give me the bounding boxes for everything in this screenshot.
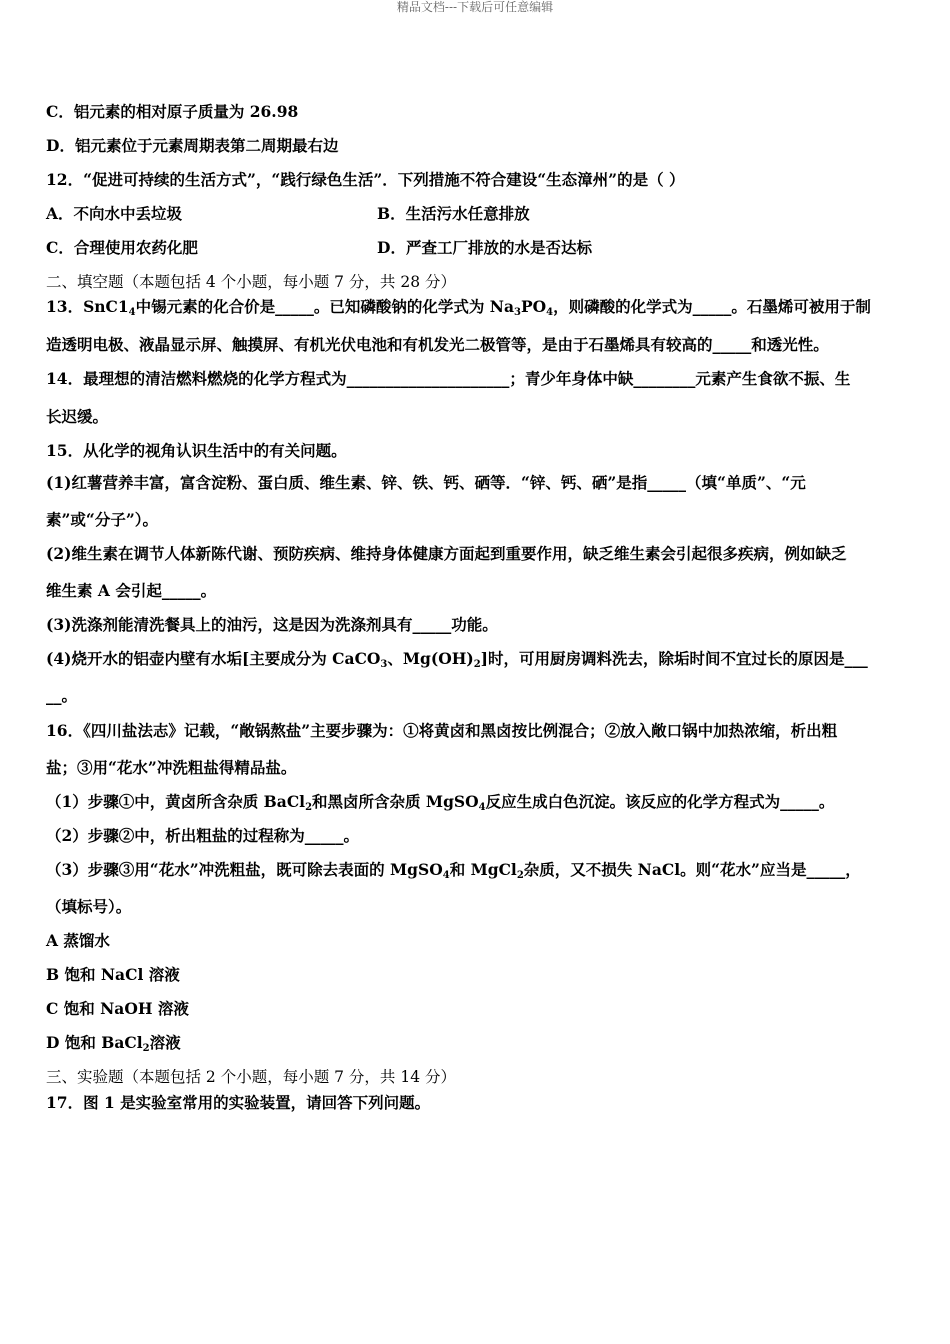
q13-text: PO xyxy=(520,297,547,316)
q15-part-1-line-2: 素”或“分子”）。 xyxy=(46,510,158,529)
q16-option-d xyxy=(46,1033,181,1053)
q16-text: （3）步骤③用“花水”冲洗粗盐，既可除去表面的 MgSO xyxy=(46,860,443,879)
q15-sub: 2 xyxy=(473,659,481,670)
q16-step-2: （2）步骤②中，析出粗盐的过程称为_____。 xyxy=(46,826,360,845)
q16-option-b: B 饱和 NaCl 溶液 xyxy=(46,965,180,984)
q13-sub: 3 xyxy=(513,307,521,318)
q16-sub: 2 xyxy=(142,1043,150,1054)
q13-line-2: 造透明电极、液晶显示屏、触摸屏、有机光伏电池和有机发光二极管等，是由于石墨烯具有较高的_____和透光性。 xyxy=(46,335,829,354)
q13-text: 中锡元素的化合价是_____。已知磷酸钠的化学式为 Na xyxy=(135,297,514,316)
q13-text: ，则磷酸的化学式为_____。石墨烯可被用于制 xyxy=(553,297,871,316)
q16-step-1 xyxy=(46,792,834,812)
q14-line-2: 长迟缓。 xyxy=(46,407,109,426)
q15-part-4-line-2: __。 xyxy=(46,686,78,705)
q15-text: 、Mg(OH) xyxy=(387,649,474,668)
q12-option-b: B．生活污水任意排放 xyxy=(377,204,530,223)
section-3-title: 三、实验题（本题包括 2 个小题，每小题 7 分，共 14 分） xyxy=(46,1068,457,1086)
q12-option-c: C．合理使用农药化肥 xyxy=(46,238,198,257)
q13-text: 13．SnC1 xyxy=(46,297,129,316)
q12-option-a: A．不向水中丢垃圾 xyxy=(46,204,183,223)
q15-text: ]时，可用厨房调料洗去，除垢时间不宜过长的原因是___ xyxy=(480,649,868,668)
q16-sub: 4 xyxy=(442,870,450,881)
q13-line-1 xyxy=(46,297,871,317)
q11-option-d: D．铝元素位于元素周期表第二周期最右边 xyxy=(46,136,339,155)
q16-text: 反应生成白色沉淀。该反应的化学方程式为_____。 xyxy=(485,792,835,811)
q17-stem: 17．图 1 是实验室常用的实验装置，请回答下列问题。 xyxy=(46,1093,431,1112)
q16-line-1: 16．《四川盐法志》记载，“敞锅熬盐”主要步骤为：①将黄卤和黑卤按比例混合；②放入敞口锅中加热浓缩，析出粗 xyxy=(46,721,838,740)
header-watermark: 精品文档---下载后可任意编辑 xyxy=(396,0,554,14)
q13-sub: 4 xyxy=(128,307,136,318)
q16-text: 和黑卤所含杂质 MgSO xyxy=(312,792,479,811)
q16-text: 杂质，又不损失 NaCl。则“花水”应当是_____， xyxy=(523,860,861,879)
q16-text: 溶液 xyxy=(149,1033,181,1052)
q15-part-2-line-1: (2)维生素在调节人体新陈代谢、预防疾病、维持身体健康方面起到重要作用，缺乏维生素会引起很多疾病，例如缺乏 xyxy=(46,544,847,563)
q16-sub: 2 xyxy=(305,802,313,813)
q15-stem: 15．从化学的视角认识生活中的有关问题。 xyxy=(46,441,347,460)
q16-step-3-line-2: （填标号）。 xyxy=(46,897,132,916)
q16-option-c: C 饱和 NaOH 溶液 xyxy=(46,999,189,1018)
q11-option-c: C．铝元素的相对原子质量为 26.98 xyxy=(46,102,299,121)
q16-sub: 2 xyxy=(516,870,524,881)
q16-line-2: 盐；③用“花水”冲洗粗盐得精品盐。 xyxy=(46,758,297,777)
q16-text: （1）步骤①中，黄卤所含杂质 BaCl xyxy=(46,792,306,811)
q15-part-1-line-1: (1)红薯营养丰富，富含淀粉、蛋白质、维生素、锌、铁、钙、硒等．“锌、钙、硒”是指_____（填“单质”、“元 xyxy=(46,473,806,492)
q12-stem: 12．“促进可持续的生活方式”，“践行绿色生活”．下列措施不符合建设“生态漳州”的是（ ） xyxy=(46,170,685,189)
q16-text: 和 MgCl xyxy=(449,860,517,879)
q15-text: (4)烧开水的铝壶内壁有水垢[主要成分为 CaCO xyxy=(46,649,381,668)
section-2-title: 二、填空题（本题包括 4 个小题，每小题 7 分，共 28 分） xyxy=(46,273,457,291)
q15-part-4-line-1 xyxy=(46,649,868,669)
q12-options-row-1 xyxy=(46,204,906,224)
q12-options-row-2 xyxy=(46,238,906,258)
q14-line-1: 14．最理想的清洁燃料燃烧的化学方程式为_____________________；青少年身体中缺________元素产生食欲不振、生 xyxy=(46,369,851,388)
q16-sub: 4 xyxy=(478,802,486,813)
q15-sub: 3 xyxy=(380,659,388,670)
q15-part-3: (3)洗涤剂能清洗餐具上的油污，这是因为洗涤剂具有_____功能。 xyxy=(46,615,498,634)
q12-option-d: D．严查工厂排放的水是否达标 xyxy=(377,238,592,257)
q15-part-2-line-2: 维生素 A 会引起_____。 xyxy=(46,581,217,600)
q16-text: D 饱和 BaCl xyxy=(46,1033,143,1052)
q16-step-3-line-1 xyxy=(46,860,861,880)
q16-option-a: A 蒸馏水 xyxy=(46,931,110,950)
q13-sub: 4 xyxy=(546,307,554,318)
